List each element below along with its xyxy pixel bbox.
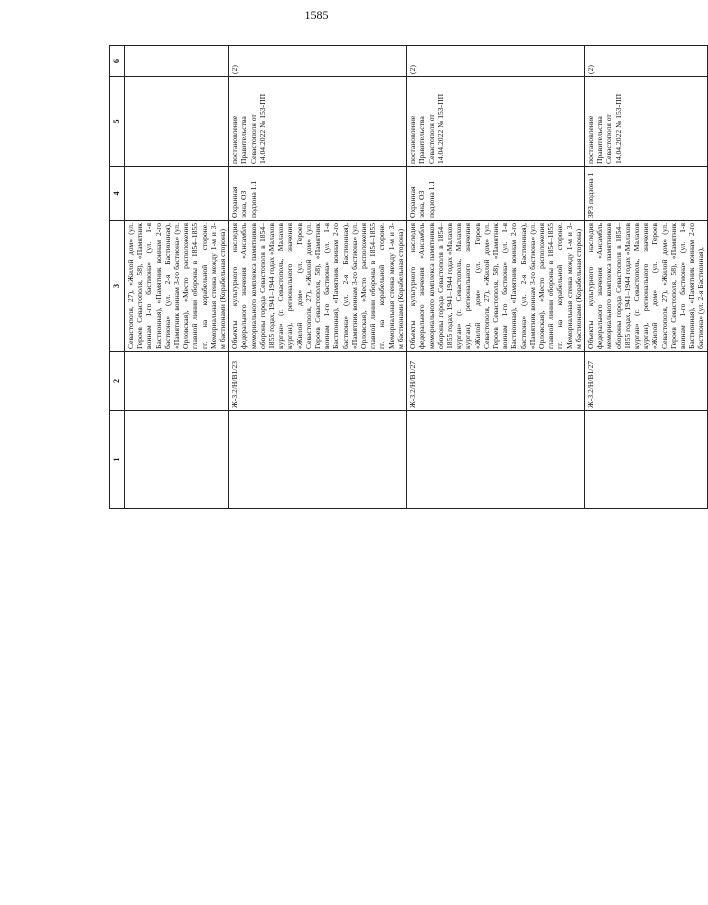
cell-note: (2) xyxy=(407,46,585,77)
cell-zone-type: ЗРЗ подзона 1 xyxy=(584,167,707,221)
table-row xyxy=(584,46,707,509)
cell-object-description: Объекты культурного наследия федерального значения «Ансамбль мемориального комплекса памятников обороны города Севастополя в 1854–1855 годах, 1941–1944 годах «Малахов курган» (г. Севастополь, Малахов курган), регионального значения «Жилой дом» (ул. Героев Севастополя, 27), «Жилой дом» (ул. Героев Севастополя, 58), «Памятник воинам 1-го бастиона» (ул. 1-я Бастионная), «Памятник воинам 2-го бастиона» (ул. 2-я Бастионная), «Памятник воинам 3-го бастиона» (ул. Орловская), «Место расположения главной линии обороны в 1854–1855 гг. на корабельной стороне. Мемориальная стенка между 1-м и 3-м бастионами (Корабельная сторона) xyxy=(229,221,407,352)
cell-legal-act: постановление Правительства Севастополя от 14.04.2022 № 153-ПП xyxy=(584,77,707,167)
column-header-4: 4 xyxy=(110,167,125,221)
cell-zone-code: Ж-3.2/Н/В1/23 xyxy=(229,352,407,411)
cell-zone-code: Ж-3.2/Н/В1/27 xyxy=(584,352,707,411)
header-row xyxy=(110,46,125,509)
cell-col1 xyxy=(407,411,585,509)
cell-zone-type xyxy=(125,167,229,221)
page-number: 1585 xyxy=(304,8,329,22)
cell-zone-type: Охранная зона, ОЗ подзона 1.1 xyxy=(229,167,407,221)
cell-legal-act xyxy=(125,77,229,167)
table-row xyxy=(229,46,407,509)
cell-note: (2) xyxy=(584,46,707,77)
cell-legal-act: постановление Правительства Севастополя от 14.04.2022 № 153-ПП xyxy=(407,77,585,167)
column-header-3: 3 xyxy=(110,221,125,352)
cell-zone-type: Охранная зона, ОЗ подзона 1.1 xyxy=(407,167,585,221)
cell-object-description: Севастополя, 27), «Жилой дом» (ул. Героев Севастополя, 58), «Памятник воинам 1-го бастиона» (ул. 1-я Бастионная), «Памятник воинам 2-го бастиона» (ул. 2-я Бастионная), «Памятник воинам 3-го бастиона» (ул. Орловская), «Место расположения главной линии обороны в 1854–1855 гг. на корабельной стороне. Мемориальная стенка между 1-м и 3-м бастионами (Корабельная сторона) xyxy=(125,221,229,352)
cell-legal-act: постановление Правительства Севастополя от 14.04.2022 № 153-ПП xyxy=(229,77,407,167)
rotated-table-sheet xyxy=(109,46,706,509)
cell-object-description: Объекты культурного наследия федерального значения «Ансамбль мемориального комплекса памятников обороны города Севастополя в 1854–1855 годах, 1941–1944 годах «Малахов курган» (г. Севастополь, Малахов курган), регионального значения «Жилой дом» (ул. Героев Севастополя, 27), «Жилой дом» (ул. Героев Севастополя, 58), «Памятник воинам 1-го бастиона» (ул. 1-я Бастионная), «Памятник воинам 2-го бастиона» (ул. 2-я Бастионная), xyxy=(584,221,707,352)
cell-zone-code xyxy=(125,352,229,411)
column-header-5: 5 xyxy=(110,77,125,167)
column-header-1: 1 xyxy=(110,411,125,509)
cell-note: (2) xyxy=(229,46,407,77)
cell-note xyxy=(125,46,229,77)
cell-col1 xyxy=(229,411,407,509)
cell-zone-code: Ж-3.2/Н/В1/27 xyxy=(407,352,585,411)
cell-object-description: Объекты культурного наследия федерального значения «Ансамбль мемориального комплекса памятников обороны города Севастополя в 1854–1855 годах, 1941–1944 годах «Малахов курган» (г. Севастополь, Малахов курган), регионального значения «Жилой дом» (ул. Героев Севастополя, 27), «Жилой дом» (ул. Героев Севастополя, 58), «Памятник воинам 1-го бастиона» (ул. 1-я Бастионная), «Памятник воинам 2-го бастиона» (ул. 2-я Бастионная), «Памятник воинам 3-го бастиона» (ул. Орловская), «Место расположения главной линии обороны в 1854–1855 гг. на корабельной стороне. Мемориальная стенка между 1-м и 3-м бастионами (Корабельная сторона) xyxy=(407,221,585,352)
table-row xyxy=(407,46,585,509)
document-table xyxy=(109,45,708,509)
column-header-2: 2 xyxy=(110,352,125,411)
cell-col1 xyxy=(125,411,229,509)
column-header-6: 6 xyxy=(110,46,125,77)
cell-col1 xyxy=(584,411,707,509)
table-row xyxy=(125,46,229,509)
